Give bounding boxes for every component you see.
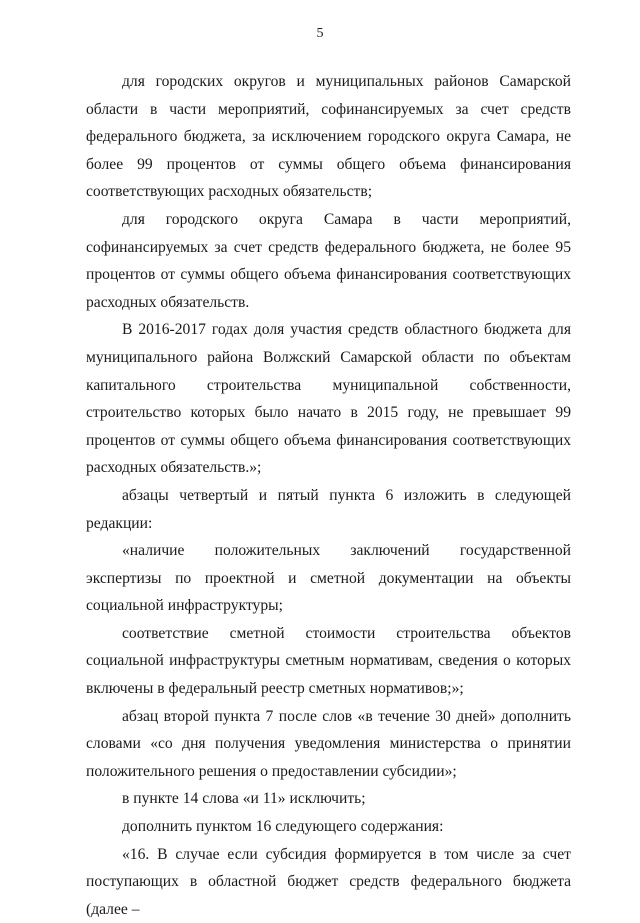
page-number: 5 [316,26,324,41]
document-body [86,68,571,923]
paragraph-9: дополнить пунктом 16 следующего содержания: [122,818,444,836]
paragraph-8: в пункте 14 слова «и 11» исключить; [122,790,366,808]
paragraph-6: соответствие сметной стоимости строительства объектов социальной инфраструктуры сметным нормативам, сведения о которых включены в федеральный реестр сметных нормативов;»; [86,624,571,698]
paragraph-4: абзацы четвертый и пятый пункта 6 изложить в следующей редакции: [86,486,571,532]
paragraph-1: для городских округов и муниципальных районов Самарской области в части мероприятий, софинансируемых за счет средств федерального бюджета, за исключением городского округа Самара, не более 99 процентов от суммы общего объема финансирования соответствующих расходных обязательств; [86,73,571,201]
paragraph-3: В 2016-2017 годах доля участия средств областного бюджета для муниципального района Волжский Самарской области по объектам капитального строительства муниципальной собственности, строительство которых было начато в 2015 году, не превышает 99 процентов от суммы общего объема финансирования соответствующих расходных обязательств.»; [86,321,571,477]
paragraph-5: «наличие положительных заключений государственной экспертизы по проектной и сметной документации на объекты социальной инфраструктуры; [86,542,571,615]
paragraph-2: для городского округа Самара в части мероприятий, софинансируемых за счет средств федерального бюджета, не более 95 процентов от суммы общего объема финансирования соответствующих расходных обязательств. [86,210,571,311]
paragraph-7: абзац второй пункта 7 после слов «в течение 30 дней» дополнить словами «со дня получения уведомления министерства о принятии положительного решения о предоставлении субсидии»; [86,707,571,780]
paragraph-10: «16. В случае если субсидия формируется в том числе за счет поступающих в областной бюджет средств федерального бюджета (далее – [86,845,571,918]
